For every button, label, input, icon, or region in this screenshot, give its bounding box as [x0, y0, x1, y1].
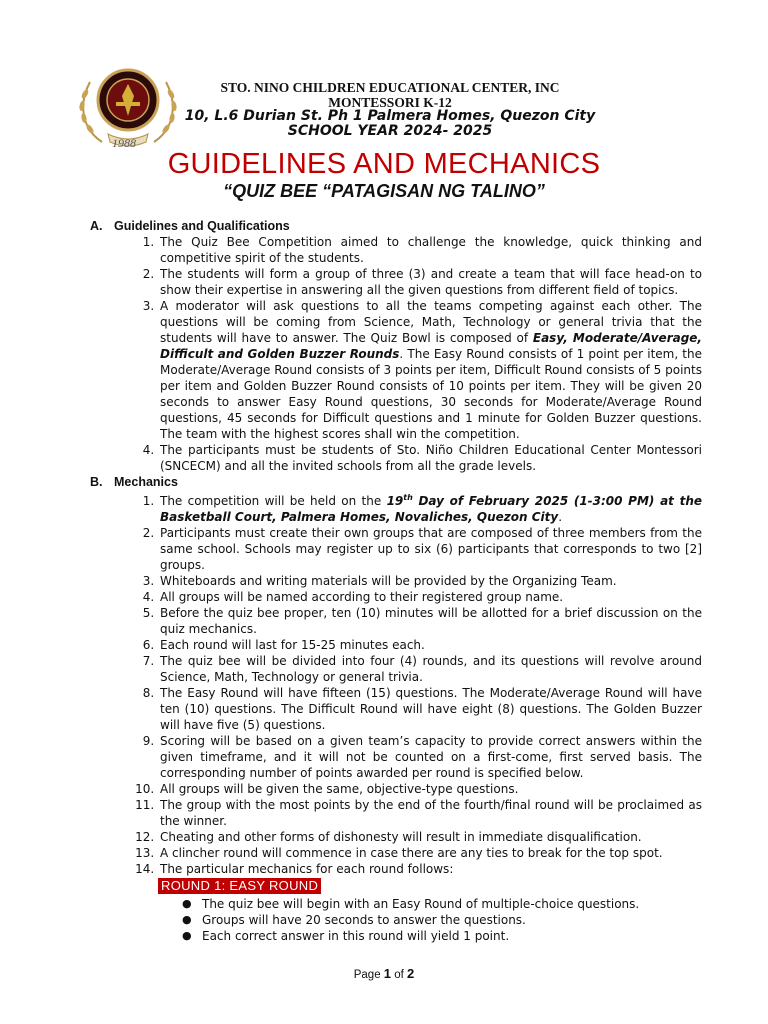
footer-page-total: 2	[407, 966, 415, 981]
list-item: 3. Whiteboards and writing materials will be provided by the Organizing Team.	[158, 573, 702, 589]
list-item: 2. Participants must create their own groups that are composed of three members from the same school. Schools may register up to six (6) participants that corresponds to two [2] groups.	[158, 525, 702, 573]
footer-of-label: of	[394, 969, 404, 981]
section-b-heading	[90, 474, 702, 490]
footer-page-label: Page	[353, 969, 381, 981]
list-item: 9. Scoring will be based on a given team’s capacity to provide correct answers within the given timeframe, and it will not be counted on a first-come, first served basis. The corresponding number of points awarded per round is specified below.	[158, 733, 702, 781]
list-item: 6. Each round will last for 15-25 minutes each.	[158, 637, 702, 653]
bullet-text: Groups will have 20 seconds to answer the questions.	[202, 913, 526, 927]
bullet-text: Each correct answer in this round will yield 1 point.	[202, 929, 510, 943]
list-item	[180, 912, 702, 928]
list-item: 4. The participants must be students of Sto. Niño Children Educational Center Montessori (SNCECM) and all the invited schools from all the grade levels.	[158, 442, 702, 474]
event-details: Day of February 2025 (1-3:00 PM) at the Basketball Court, Palmera Homes, Novaliches, Quezon City	[160, 494, 702, 524]
section-b-title: Mechanics	[114, 475, 178, 489]
list-item-text: .	[558, 510, 563, 524]
section-a-heading	[90, 218, 702, 234]
logo-year-text: 1988	[112, 136, 136, 150]
list-item: 2. The students will form a group of three (3) and create a team that will face head-on to show their expertise in answering all the given questions from different field of topics.	[158, 266, 702, 298]
list-item: 12. Cheating and other forms of dishonesty will result in immediate disqualification.	[158, 829, 702, 845]
list-item	[158, 298, 702, 442]
list-item: 13. A clincher round will commence in case there are any ties to break for the top spot.	[158, 845, 702, 861]
section-b-list	[90, 490, 702, 877]
list-item: 10. All groups will be given the same, objective-type questions.	[158, 781, 702, 797]
list-item: 1. The Quiz Bee Competition aimed to challenge the knowledge, quick thinking and competitive spirit of the students.	[158, 234, 702, 266]
list-item	[158, 490, 702, 525]
list-item: 11. The group with the most points by the end of the fourth/final round will be proclaimed as the winner.	[158, 797, 702, 829]
page-footer	[0, 966, 768, 981]
school-name: STO. NINO CHILDREN EDUCATIONAL CENTER, INC	[220, 80, 560, 95]
list-item: 5. Before the quiz bee proper, ten (10) minutes will be allotted for a brief discussion on the quiz mechanics.	[158, 605, 702, 637]
list-item: 4. All groups will be named according to their registered group name.	[158, 589, 702, 605]
round-1-block	[90, 877, 702, 944]
section-a-list	[90, 234, 702, 474]
section-b-letter: B.	[90, 475, 103, 489]
list-item: 7. The quiz bee will be divided into four (4) rounds, and its questions will revolve around Science, Math, Technology or general trivia.	[158, 653, 702, 685]
document-body	[90, 218, 702, 944]
section-a-title: Guidelines and Qualifications	[114, 219, 290, 233]
bullet-icon: ●	[182, 897, 192, 910]
list-item-text: The competition will be held on the	[160, 494, 387, 508]
bullet-icon: ●	[182, 913, 192, 926]
event-day: 19	[386, 494, 404, 508]
list-item: 14. The particular mechanics for each round follows:	[158, 861, 702, 877]
list-item-text: . The Easy Round consists of 1 point per item, the Moderate/Average Round consists of 3 points per item, Difficult Round consists of 5 points per item and Golden Buzzer Round consists of 10 points per item. They will be given 20 seconds to answer Easy Round questions, 30 seconds for Moderate/Average Round questions, 45 seconds for Difficult questions and 1 minute for Golden Buzzer questions. The team with the highest scores shall win the competition.	[160, 347, 703, 441]
footer-page-number: 1	[383, 966, 392, 981]
list-item	[180, 896, 702, 912]
school-program: MONTESSORI K-12	[328, 95, 452, 110]
bullet-icon: ●	[182, 929, 192, 942]
rounds-emphasis: Easy, Moderate/Average, Difficult and Golden Buzzer Rounds	[160, 331, 702, 361]
school-address: 10, L.6 Durian St. Ph 1 Palmera Homes, Quezon City	[184, 108, 596, 124]
list-item: 8. The Easy Round will have fifteen (15) questions. The Moderate/Average Round will have ten (10) questions. The Difficult Round will have eight (8) questions. The Golden Buzzer will have five (5) questions.	[158, 685, 702, 733]
section-a-letter: A.	[90, 219, 103, 233]
list-item-text: A moderator will ask questions to all the teams competing against each other. The questions will be coming from Science, Math, Technology or general trivia that the students will have to answer. The Quiz Bowl is composed of	[160, 299, 702, 345]
school-year: SCHOOL YEAR 2024- 2025	[287, 123, 493, 139]
document-title: GUIDELINES AND MECHANICS	[167, 148, 601, 180]
list-item	[180, 928, 702, 944]
event-day-suffix: th	[403, 493, 413, 502]
bullet-text: The quiz bee will begin with an Easy Round of multiple-choice questions.	[202, 897, 640, 911]
document-subtitle: “QUIZ BEE “PATAGISAN NG TALINO”	[223, 181, 545, 201]
round-1-label: ROUND 1: EASY ROUND	[158, 878, 321, 894]
round-1-bullets	[180, 896, 702, 944]
